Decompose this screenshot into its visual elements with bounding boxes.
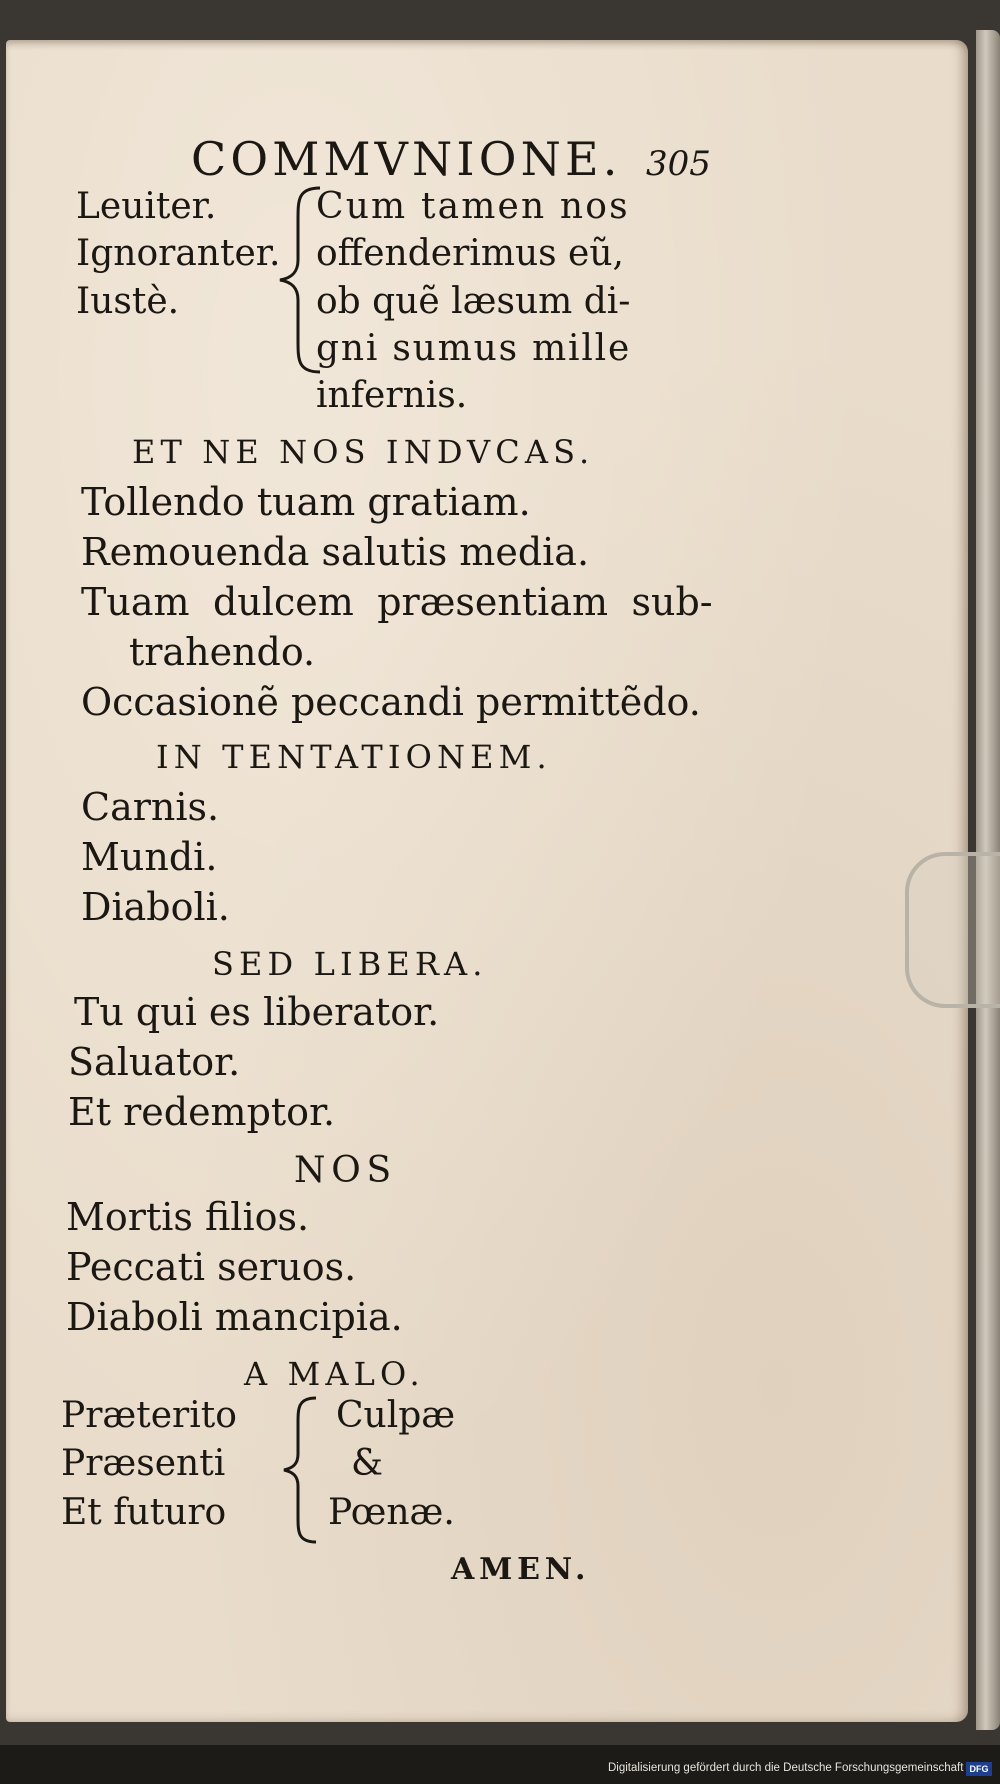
book-clasp xyxy=(905,852,1000,1008)
block1-right-2: offenderimus eũ, xyxy=(316,233,624,274)
text-line-5: Occasionẽ peccandi permittẽdo. xyxy=(81,680,701,724)
text-line-14: Diaboli mancipia. xyxy=(66,1295,403,1339)
block2-left-2: Præsenti xyxy=(61,1443,226,1484)
block2-left-3: Et futuro xyxy=(61,1492,227,1533)
block1-left-1: Leuiter. xyxy=(76,186,217,227)
text-line-7: Mundi. xyxy=(81,835,218,879)
block1-left-2: Ignoranter. xyxy=(76,233,281,274)
heading-in-tentationem: IN TENTATIONEM. xyxy=(156,738,552,776)
amen: AMEN. xyxy=(451,1552,591,1587)
text-line-6: Carnis. xyxy=(81,785,220,829)
text-line-2: Remouenda salutis media. xyxy=(81,530,590,574)
dfg-logo: DFG xyxy=(966,1762,992,1776)
text-line-12: Mortis filios. xyxy=(66,1195,310,1239)
text-line-1: Tollendo tuam gratiam. xyxy=(81,480,531,524)
text-line-9: Tu qui es liberator. xyxy=(74,990,440,1034)
block1-left-3: Iustè. xyxy=(76,281,180,322)
footer-credit: Digitalisierung gefördert durch die Deutsche Forschungsgemeinschaft xyxy=(608,1762,964,1774)
text-line-11: Et redemptor. xyxy=(68,1090,336,1134)
block1-right-4: gni sumus mille xyxy=(316,328,632,369)
heading-nos: NOS xyxy=(294,1150,397,1191)
block2-left-1: Præterito xyxy=(61,1395,237,1436)
block2-right-2: & xyxy=(351,1443,384,1484)
block2-right-3: Pœnæ. xyxy=(328,1492,455,1533)
book-page xyxy=(6,40,968,1722)
page-number: 305 xyxy=(646,144,711,184)
text-line-4: trahendo. xyxy=(129,630,316,674)
text-line-13: Peccati seruos. xyxy=(66,1245,357,1289)
text-line-8: Diaboli. xyxy=(81,885,230,929)
text-line-3: Tuam dulcem præsentiam sub- xyxy=(81,580,713,624)
block2-right-1: Culpæ xyxy=(336,1395,456,1436)
running-head: COMMVNIONE. xyxy=(191,132,622,186)
block1-right-3: ob quẽ læsum di- xyxy=(316,281,631,322)
heading-a-malo: A MALO. xyxy=(244,1355,425,1393)
text-line-10: Saluator. xyxy=(68,1040,241,1084)
heading-sed-libera: SED LIBERA. xyxy=(212,945,488,983)
block1-right-5: infernis. xyxy=(316,375,468,416)
block1-right-1: Cum tamen nos xyxy=(316,186,630,227)
heading-et-ne-nos: ET NE NOS INDVCAS. xyxy=(132,433,595,471)
brace-2 xyxy=(274,1392,334,1547)
